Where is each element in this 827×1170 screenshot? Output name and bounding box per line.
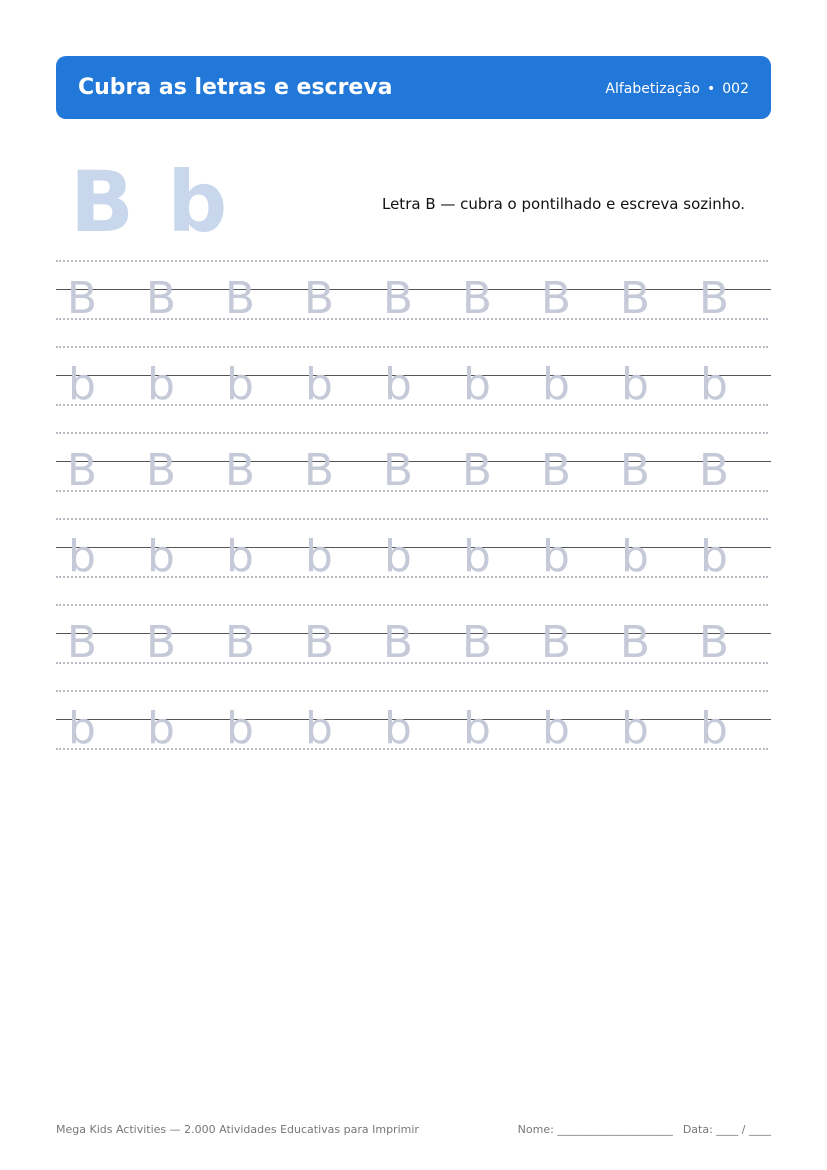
footer-brand: Mega Kids Activities — 2.000 Atividades Educativas para Imprimir: [56, 1123, 419, 1136]
trace-letter: b: [700, 531, 728, 582]
trace-letters: [56, 274, 771, 324]
practice-row: [56, 346, 771, 432]
instruction-text: Letra B — cubra o pontilhado e escreva sozinho.: [381, 195, 745, 213]
trace-letter: B: [382, 445, 414, 496]
trace-letter: b: [384, 703, 412, 754]
trace-letter: b: [384, 531, 412, 582]
trace-letter: B: [698, 617, 730, 668]
trace-letter: B: [66, 445, 98, 496]
trace-letter: B: [619, 445, 651, 496]
model-lower-letter: b: [167, 153, 230, 251]
trace-letter: B: [698, 445, 730, 496]
date-field[interactable]: Data: ____ / ____: [682, 1123, 771, 1136]
trace-letter: B: [540, 273, 572, 324]
trace-letter: B: [461, 273, 493, 324]
trace-letter: b: [621, 531, 649, 582]
trace-letter: b: [700, 359, 728, 410]
trace-letter: b: [305, 703, 333, 754]
trace-letter: b: [542, 531, 570, 582]
trace-letter: b: [226, 703, 254, 754]
trace-letter: B: [540, 445, 572, 496]
trace-letter: B: [66, 273, 98, 324]
trace-letter: b: [68, 703, 96, 754]
guide-line: [56, 604, 768, 606]
trace-letter: B: [145, 617, 177, 668]
trace-letter: B: [145, 273, 177, 324]
trace-letter: b: [147, 359, 175, 410]
trace-letter: B: [224, 617, 256, 668]
trace-letter: b: [463, 703, 491, 754]
guide-line: [56, 690, 768, 692]
trace-letter: B: [303, 273, 335, 324]
activity-number: 002: [722, 81, 749, 97]
practice-row: [56, 604, 771, 690]
trace-letters: [56, 532, 771, 582]
trace-letter: b: [68, 531, 96, 582]
page-title: Cubra as letras e escreva: [78, 75, 393, 100]
trace-letter: B: [66, 617, 98, 668]
header-banner: [56, 56, 771, 119]
trace-letter: B: [145, 445, 177, 496]
practice-row: [56, 432, 771, 518]
trace-letter: B: [619, 273, 651, 324]
trace-letter: B: [303, 617, 335, 668]
trace-letter: B: [461, 445, 493, 496]
trace-letter: b: [384, 359, 412, 410]
practice-row: [56, 518, 771, 604]
model-upper-letter: B: [70, 153, 137, 251]
trace-letter: b: [542, 703, 570, 754]
trace-letter: B: [540, 617, 572, 668]
trace-letter: B: [224, 445, 256, 496]
trace-letter: B: [303, 445, 335, 496]
trace-letter: b: [68, 359, 96, 410]
trace-letter: b: [305, 359, 333, 410]
trace-letter: B: [619, 617, 651, 668]
trace-letter: b: [700, 703, 728, 754]
model-letters: [70, 153, 230, 251]
trace-letters: [56, 704, 771, 754]
trace-letter: b: [463, 359, 491, 410]
practice-row: [56, 690, 771, 776]
guide-line: [56, 432, 768, 434]
trace-letter: b: [621, 359, 649, 410]
trace-letter: b: [621, 703, 649, 754]
trace-letters: [56, 360, 771, 410]
trace-letter: B: [382, 273, 414, 324]
guide-line: [56, 518, 768, 520]
header-meta: [605, 81, 749, 97]
name-field[interactable]: Nome: _____________________: [517, 1123, 673, 1136]
trace-letter: b: [463, 531, 491, 582]
practice-row: [56, 260, 771, 346]
trace-letter: B: [224, 273, 256, 324]
practice-area: [56, 260, 771, 776]
guide-line: [56, 346, 768, 348]
trace-letter: b: [147, 703, 175, 754]
trace-letter: B: [461, 617, 493, 668]
trace-letter: B: [382, 617, 414, 668]
trace-letters: [56, 446, 771, 496]
trace-letter: b: [147, 531, 175, 582]
footer-fields: [518, 1123, 771, 1136]
category-label: Alfabetização: [605, 81, 700, 97]
trace-letters: [56, 618, 771, 668]
trace-letter: b: [226, 531, 254, 582]
trace-letter: b: [226, 359, 254, 410]
trace-letter: B: [698, 273, 730, 324]
trace-letter: b: [542, 359, 570, 410]
separator: •: [707, 81, 716, 97]
guide-line: [56, 260, 768, 262]
trace-letter: b: [305, 531, 333, 582]
